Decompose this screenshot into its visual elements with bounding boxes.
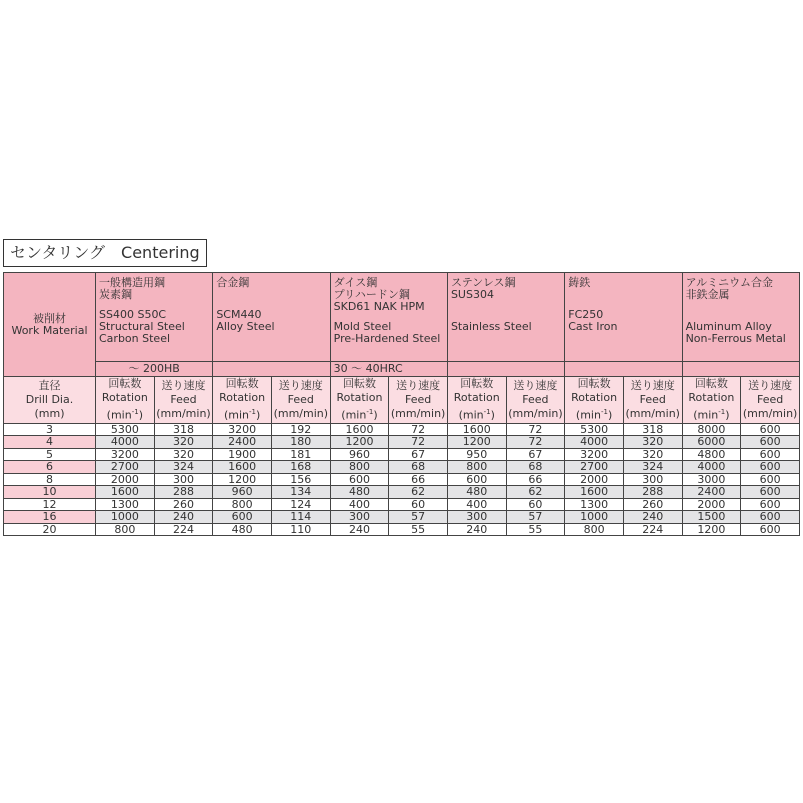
- rotation-cell: 480: [330, 486, 389, 499]
- feed-cell: 600: [741, 498, 800, 511]
- rotation-cell: 3200: [565, 448, 624, 461]
- feed-cell: 320: [623, 436, 682, 449]
- feed-cell: 55: [506, 523, 565, 536]
- material-hardness: ～ 200HB: [96, 362, 213, 377]
- feed-header-unit: (mm/min): [273, 406, 329, 420]
- rotation-cell: 2000: [682, 498, 741, 511]
- rotation-cell: 240: [447, 523, 506, 536]
- rotation-cell: 4000: [96, 436, 155, 449]
- material-header-row: [4, 273, 800, 362]
- material-name-en: SS400 S50C: [99, 308, 167, 321]
- rotation-cell: 1200: [330, 436, 389, 449]
- drill-dia-header: [4, 377, 96, 424]
- rotation-cell: 960: [213, 486, 272, 499]
- feed-cell: 156: [271, 473, 330, 486]
- feed-cell: 600: [741, 511, 800, 524]
- feed-cell: 600: [741, 486, 800, 499]
- rotation-cell: 3200: [96, 448, 155, 461]
- rotation-cell: 950: [447, 448, 506, 461]
- rotation-header: [682, 377, 741, 424]
- section-title: センタリング Centering: [3, 239, 207, 267]
- rotation-cell: 800: [213, 498, 272, 511]
- rotation-header: [213, 377, 272, 424]
- material-header: [213, 273, 330, 362]
- feed-header-en: Feed: [639, 392, 666, 406]
- feed-cell: 60: [389, 498, 448, 511]
- feed-header-unit: (mm/min): [390, 406, 446, 420]
- feed-cell: 67: [389, 448, 448, 461]
- table-row: [4, 498, 800, 511]
- drill-dia-cell: 16: [4, 511, 96, 524]
- feed-cell: 62: [506, 486, 565, 499]
- rotation-cell: 800: [565, 523, 624, 536]
- feed-cell: 68: [389, 461, 448, 474]
- cutting-conditions-table: [3, 272, 800, 536]
- rotation-cell: 2700: [565, 461, 624, 474]
- material-name-ja: プリハードン鋼: [333, 288, 410, 301]
- rotation-header: [447, 377, 506, 424]
- feed-cell: 300: [623, 473, 682, 486]
- feed-cell: 240: [154, 511, 213, 524]
- table-row: [4, 523, 800, 536]
- material-header: [565, 273, 682, 362]
- rotation-cell: 2000: [565, 473, 624, 486]
- material-name-ja: ダイス鋼: [333, 276, 378, 289]
- feed-cell: 240: [623, 511, 682, 524]
- material-hardness: [213, 362, 330, 377]
- feed-cell: 260: [623, 498, 682, 511]
- material-name-en: Non-Ferrous Metal: [685, 332, 786, 345]
- rotation-cell: 600: [447, 473, 506, 486]
- feed-cell: 67: [506, 448, 565, 461]
- rotation-header-en: Rotation: [453, 391, 500, 404]
- feed-header-unit: (mm/min): [508, 406, 563, 420]
- feed-cell: 72: [506, 423, 565, 436]
- feed-header-ja: 送り速度: [396, 378, 441, 392]
- drill-dia-cell: 6: [4, 461, 96, 474]
- rotation-header: [96, 377, 155, 424]
- feed-cell: 72: [389, 436, 448, 449]
- feed-header-ja: 送り速度: [748, 378, 793, 392]
- drill-dia-cell: 12: [4, 498, 96, 511]
- column-header-row: [4, 377, 800, 424]
- feed-cell: 600: [741, 423, 800, 436]
- feed-cell: 66: [389, 473, 448, 486]
- feed-header-en: Feed: [170, 392, 197, 406]
- rotation-cell: 1200: [447, 436, 506, 449]
- rotation-cell: 1300: [565, 498, 624, 511]
- table-row: [4, 448, 800, 461]
- feed-cell: 320: [623, 448, 682, 461]
- material-name-en: Pre-Hardened Steel: [333, 332, 441, 345]
- material-name-ja: SUS304: [450, 288, 494, 301]
- rotation-cell: 300: [330, 511, 389, 524]
- feed-header-en: Feed: [404, 392, 432, 406]
- drill-dia-cell: 3: [4, 423, 96, 436]
- feed-header-ja: 送り速度: [513, 378, 558, 392]
- rotation-header-en: Rotation: [219, 391, 266, 404]
- rotation-cell: 400: [447, 498, 506, 511]
- rotation-cell: 4000: [565, 436, 624, 449]
- work-material-label: [4, 273, 96, 377]
- feed-cell: 600: [741, 448, 800, 461]
- feed-header: [623, 377, 682, 424]
- rotation-cell: 1000: [96, 511, 155, 524]
- rotation-header-unit: $(\min^{-1})$: [223, 408, 261, 422]
- rotation-cell: 5300: [565, 423, 624, 436]
- feed-cell: 181: [271, 448, 330, 461]
- material-hardness: [447, 362, 564, 377]
- rotation-cell: 5300: [96, 423, 155, 436]
- drill-dia-cell: 10: [4, 486, 96, 499]
- rotation-cell: 2700: [96, 461, 155, 474]
- work-material-ja: 被削材: [33, 311, 66, 325]
- feed-cell: 288: [154, 486, 213, 499]
- rotation-header-unit: $(\min^{-1})$: [106, 408, 143, 422]
- rotation-cell: 1600: [330, 423, 389, 436]
- feed-cell: 72: [389, 423, 448, 436]
- feed-cell: 114: [271, 511, 330, 524]
- rotation-header-unit: $(\min^{-1})$: [458, 408, 495, 422]
- feed-cell: 318: [623, 423, 682, 436]
- rotation-cell: 2400: [682, 486, 741, 499]
- rotation-cell: 4000: [682, 461, 741, 474]
- rotation-header-ja: 回転数: [225, 377, 259, 390]
- feed-cell: 60: [506, 498, 565, 511]
- table-row: [4, 486, 800, 499]
- material-hardness: 30 ～ 40HRC: [330, 362, 447, 377]
- feed-cell: 600: [741, 461, 800, 474]
- rotation-cell: 1600: [565, 486, 624, 499]
- feed-header-en: Feed: [522, 392, 549, 406]
- rotation-header-ja: 回転数: [577, 377, 611, 390]
- material-header: [447, 273, 564, 362]
- drill-dia-cell: 8: [4, 473, 96, 486]
- material-name-ja: 非鉄金属: [685, 288, 730, 301]
- material-name-ja: 炭素鋼: [99, 288, 132, 301]
- feed-cell: 68: [506, 461, 565, 474]
- work-material-en: Work Material: [11, 323, 88, 337]
- rotation-cell: 2000: [96, 473, 155, 486]
- rotation-cell: 800: [447, 461, 506, 474]
- feed-cell: 224: [623, 523, 682, 536]
- table-row: [4, 423, 800, 436]
- material-hardness: [682, 362, 799, 377]
- rotation-cell: 1200: [213, 473, 272, 486]
- rotation-cell: 300: [447, 511, 506, 524]
- rotation-header: [565, 377, 624, 424]
- feed-header-ja: 送り速度: [278, 378, 323, 392]
- rotation-header-en: Rotation: [688, 391, 735, 404]
- feed-header-unit: (mm/min): [156, 406, 211, 420]
- rotation-cell: 1600: [213, 461, 272, 474]
- rotation-cell: 3200: [213, 423, 272, 436]
- rotation-header-ja: 回転数: [108, 377, 142, 390]
- feed-cell: 324: [623, 461, 682, 474]
- feed-cell: 134: [271, 486, 330, 499]
- drill-dia-header-unit: (mm): [34, 406, 65, 420]
- rotation-header-unit: $(\min^{-1})$: [341, 408, 378, 422]
- feed-header-unit: (mm/min): [625, 406, 680, 420]
- rotation-cell: 8000: [682, 423, 741, 436]
- feed-cell: 600: [741, 436, 800, 449]
- feed-cell: 124: [271, 498, 330, 511]
- rotation-cell: 1600: [447, 423, 506, 436]
- drill-dia-header-en: Drill Dia.: [25, 392, 74, 406]
- rotation-cell: 1300: [96, 498, 155, 511]
- rotation-cell: 1200: [682, 523, 741, 536]
- feed-cell: 180: [271, 436, 330, 449]
- feed-cell: 168: [271, 461, 330, 474]
- feed-cell: 55: [389, 523, 448, 536]
- feed-header-en: Feed: [756, 392, 784, 406]
- rotation-cell: 240: [330, 523, 389, 536]
- rotation-header-ja: 回転数: [460, 377, 494, 390]
- rotation-cell: 600: [213, 511, 272, 524]
- rotation-header-unit: $(\min^{-1})$: [575, 408, 613, 422]
- feed-cell: 600: [741, 523, 800, 536]
- drill-dia-cell: 20: [4, 523, 96, 536]
- rotation-header: [330, 377, 389, 424]
- rotation-cell: 1900: [213, 448, 272, 461]
- drill-dia-header-ja: 直径: [38, 378, 61, 392]
- rotation-header-en: Rotation: [571, 391, 618, 404]
- table-row: [4, 461, 800, 474]
- rotation-cell: 480: [447, 486, 506, 499]
- rotation-cell: 1000: [565, 511, 624, 524]
- feed-header-unit: (mm/min): [742, 406, 798, 420]
- material-name-en: Structural Steel: [99, 320, 185, 333]
- rotation-cell: 6000: [682, 436, 741, 449]
- feed-cell: 320: [154, 448, 213, 461]
- rotation-cell: 4800: [682, 448, 741, 461]
- rotation-cell: 600: [330, 473, 389, 486]
- material-name-en: FC250: [568, 308, 604, 321]
- feed-cell: 224: [154, 523, 213, 536]
- rotation-cell: 1500: [682, 511, 741, 524]
- drill-dia-cell: 5: [4, 448, 96, 461]
- feed-header: [154, 377, 213, 424]
- material-name-en: Stainless Steel: [450, 320, 532, 333]
- material-hardness: [565, 362, 682, 377]
- material-header: [330, 273, 447, 362]
- material-name-en: Carbon Steel: [99, 332, 171, 345]
- rotation-cell: 400: [330, 498, 389, 511]
- rotation-cell: 1600: [96, 486, 155, 499]
- feed-header-en: Feed: [287, 392, 314, 406]
- material-header: [96, 273, 213, 362]
- table-row: [4, 436, 800, 449]
- feed-cell: 320: [154, 436, 213, 449]
- rotation-header-en: Rotation: [101, 391, 148, 404]
- rotation-cell: 3000: [682, 473, 741, 486]
- feed-cell: 72: [506, 436, 565, 449]
- rotation-cell: 480: [213, 523, 272, 536]
- material-name-ja: 一般構造用鋼: [99, 276, 165, 289]
- feed-cell: 57: [389, 511, 448, 524]
- feed-header-ja: 送り速度: [630, 378, 675, 392]
- material-name-ja: 鋳鉄: [568, 276, 591, 289]
- rotation-cell: 2400: [213, 436, 272, 449]
- feed-cell: 600: [741, 473, 800, 486]
- drill-dia-cell: 4: [4, 436, 96, 449]
- rotation-header-ja: 回転数: [694, 377, 728, 390]
- rotation-header-en: Rotation: [336, 391, 383, 404]
- material-name-ja: ステンレス鋼: [450, 276, 516, 289]
- feed-header: [271, 377, 330, 424]
- feed-header-ja: 送り速度: [161, 378, 206, 392]
- feed-header: [506, 377, 565, 424]
- material-name-ja: SKD61 NAK HPM: [333, 300, 425, 313]
- table-row: [4, 511, 800, 524]
- material-header: [682, 273, 799, 362]
- material-name-en: Mold Steel: [333, 320, 392, 333]
- table-row: [4, 473, 800, 486]
- material-name-en: Aluminum Alloy: [685, 320, 772, 333]
- feed-cell: 62: [389, 486, 448, 499]
- rotation-header-ja: 回転数: [342, 377, 376, 390]
- material-name-ja: 合金鋼: [216, 276, 250, 289]
- material-name-en: Cast Iron: [568, 320, 618, 333]
- rotation-cell: 800: [330, 461, 389, 474]
- feed-cell: 66: [506, 473, 565, 486]
- rotation-cell: 960: [330, 448, 389, 461]
- feed-header: [389, 377, 448, 424]
- material-name-ja: アルミニウム合金: [685, 276, 774, 289]
- feed-cell: 192: [271, 423, 330, 436]
- feed-cell: 57: [506, 511, 565, 524]
- feed-header: [741, 377, 800, 424]
- feed-cell: 288: [623, 486, 682, 499]
- material-name-en: Alloy Steel: [216, 320, 275, 333]
- feed-cell: 318: [154, 423, 213, 436]
- feed-cell: 324: [154, 461, 213, 474]
- feed-cell: 110: [271, 523, 330, 536]
- feed-cell: 300: [154, 473, 213, 486]
- feed-cell: 260: [154, 498, 213, 511]
- material-name-en: SCM440: [216, 308, 262, 321]
- hardness-row: [4, 362, 800, 377]
- rotation-header-unit: $(\min^{-1})$: [693, 408, 730, 422]
- rotation-cell: 800: [96, 523, 155, 536]
